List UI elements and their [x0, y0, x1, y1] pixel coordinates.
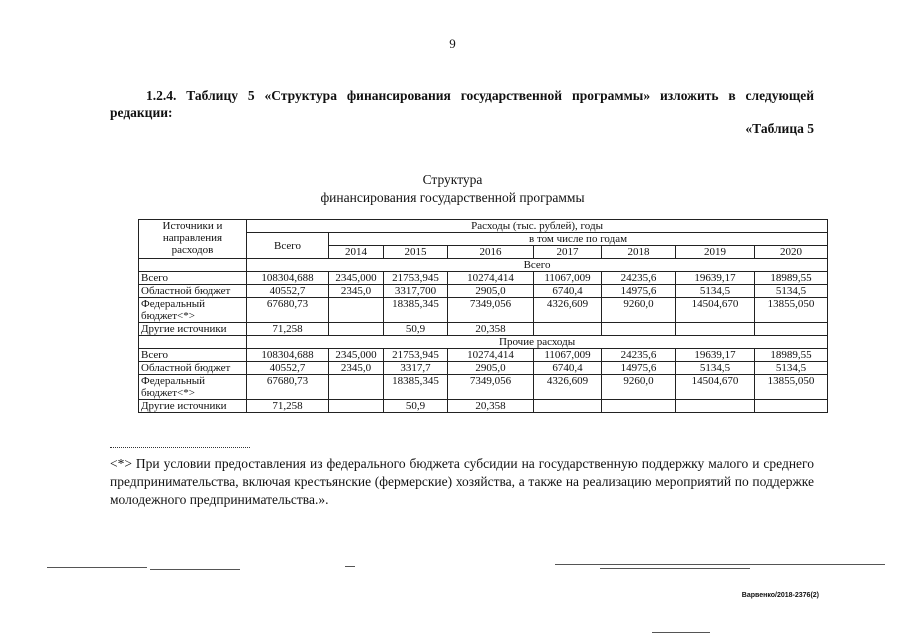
- section-header-row: [139, 336, 828, 349]
- header-sources: Источники и направления расходов: [139, 220, 247, 259]
- value-cell: 5134,5: [676, 362, 755, 375]
- section-title: Всего: [247, 259, 828, 272]
- value-cell: 18385,345: [384, 375, 448, 400]
- value-cell: 18989,55: [755, 272, 828, 285]
- value-cell: [676, 400, 755, 413]
- value-cell: 21753,945: [384, 272, 448, 285]
- scan-line: [652, 632, 710, 633]
- value-cell: [329, 298, 384, 323]
- header-total: Всего: [247, 233, 329, 259]
- value-cell: 67680,73: [247, 375, 329, 400]
- value-cell: 18385,345: [384, 298, 448, 323]
- section-blank-cell: [139, 259, 247, 272]
- value-cell: [534, 323, 602, 336]
- scan-line: [345, 566, 355, 567]
- document-code: Варвенко/2018-2376(2): [741, 592, 819, 599]
- intro-text: 1.2.4. Таблицу 5 «Структура финансирования государственной программы» изложить в следующей редакции:: [110, 88, 814, 120]
- value-cell: [755, 323, 828, 336]
- row-label: Всего: [139, 272, 247, 285]
- footnote: <*> При условии предоставления из федерального бюджета субсидии на государственную поддержку малого и среднего предпринимательства, включая крестьянские (фермерские) хозяйства, а также на реализацию мероприятий по поддержке молодежного предпринимательства.».: [110, 456, 814, 507]
- value-cell: [534, 400, 602, 413]
- row-label: Федеральный бюджет<*>: [139, 298, 247, 323]
- value-cell: 24235,6: [602, 349, 676, 362]
- value-cell: 67680,73: [247, 298, 329, 323]
- table-row: [139, 400, 828, 413]
- row-label: Всего: [139, 349, 247, 362]
- value-cell: 3317,7: [384, 362, 448, 375]
- financing-table: [138, 219, 828, 413]
- year-header: 2014: [329, 246, 384, 259]
- value-cell: [676, 323, 755, 336]
- value-cell: 4326,609: [534, 375, 602, 400]
- value-cell: 5134,5: [676, 285, 755, 298]
- value-cell: 6740,4: [534, 285, 602, 298]
- table-row: [139, 298, 828, 323]
- scan-line: [150, 569, 240, 570]
- row-label: Другие источники: [139, 400, 247, 413]
- value-cell: 108304,688: [247, 349, 329, 362]
- value-cell: 2345,000: [329, 349, 384, 362]
- value-cell: 10274,414: [448, 349, 534, 362]
- value-cell: 2345,000: [329, 272, 384, 285]
- table-reference: «Таблица 5: [745, 121, 814, 136]
- value-cell: 10274,414: [448, 272, 534, 285]
- value-cell: 50,9: [384, 323, 448, 336]
- value-cell: 20,358: [448, 323, 534, 336]
- row-label: Областной бюджет: [139, 285, 247, 298]
- footnote-separator: [110, 447, 250, 448]
- value-cell: [602, 323, 676, 336]
- value-cell: 71,258: [247, 323, 329, 336]
- value-cell: 13855,050: [755, 298, 828, 323]
- value-cell: 14975,6: [602, 285, 676, 298]
- value-cell: [755, 400, 828, 413]
- value-cell: 5134,5: [755, 362, 828, 375]
- table-row: [139, 285, 828, 298]
- value-cell: 2905,0: [448, 362, 534, 375]
- table-title-line-2: финансирования государственной программы: [320, 190, 585, 205]
- value-cell: 14504,670: [676, 375, 755, 400]
- header-expenses: Расходы (тыс. рублей), годы: [247, 220, 828, 233]
- value-cell: 50,9: [384, 400, 448, 413]
- table-title: [0, 171, 905, 207]
- value-cell: [329, 375, 384, 400]
- year-header: 2015: [384, 246, 448, 259]
- value-cell: 11067,009: [534, 272, 602, 285]
- scan-line: [47, 567, 147, 568]
- value-cell: 4326,609: [534, 298, 602, 323]
- value-cell: 3317,700: [384, 285, 448, 298]
- value-cell: 21753,945: [384, 349, 448, 362]
- value-cell: 11067,009: [534, 349, 602, 362]
- year-header: 2020: [755, 246, 828, 259]
- value-cell: 19639,17: [676, 272, 755, 285]
- page-number: 9: [449, 36, 456, 51]
- table-row: [139, 362, 828, 375]
- intro-paragraph: [110, 87, 814, 121]
- value-cell: 2345,0: [329, 362, 384, 375]
- value-cell: 2345,0: [329, 285, 384, 298]
- value-cell: [602, 400, 676, 413]
- scan-line: [600, 568, 750, 569]
- value-cell: 20,358: [448, 400, 534, 413]
- value-cell: 5134,5: [755, 285, 828, 298]
- value-cell: 18989,55: [755, 349, 828, 362]
- table-title-line-1: Структура: [422, 172, 483, 187]
- value-cell: 71,258: [247, 400, 329, 413]
- row-label: Областной бюджет: [139, 362, 247, 375]
- value-cell: 108304,688: [247, 272, 329, 285]
- header-by-years: в том числе по годам: [329, 233, 828, 246]
- value-cell: [329, 323, 384, 336]
- table-row: [139, 349, 828, 362]
- section-blank-cell: [139, 336, 247, 349]
- table-row: [139, 375, 828, 400]
- value-cell: 9260,0: [602, 375, 676, 400]
- year-header: 2018: [602, 246, 676, 259]
- year-header: 2019: [676, 246, 755, 259]
- value-cell: 9260,0: [602, 298, 676, 323]
- section-header-row: [139, 259, 828, 272]
- year-header: 2017: [534, 246, 602, 259]
- value-cell: 6740,4: [534, 362, 602, 375]
- value-cell: 13855,050: [755, 375, 828, 400]
- value-cell: 7349,056: [448, 298, 534, 323]
- year-header: 2016: [448, 246, 534, 259]
- table-row: [139, 323, 828, 336]
- scan-line: [555, 564, 885, 565]
- row-label: Другие источники: [139, 323, 247, 336]
- value-cell: 14504,670: [676, 298, 755, 323]
- table-row: [139, 272, 828, 285]
- row-label: Федеральный бюджет<*>: [139, 375, 247, 400]
- section-title: Прочие расходы: [247, 336, 828, 349]
- value-cell: 7349,056: [448, 375, 534, 400]
- value-cell: 40552,7: [247, 285, 329, 298]
- value-cell: 14975,6: [602, 362, 676, 375]
- value-cell: 2905,0: [448, 285, 534, 298]
- value-cell: 19639,17: [676, 349, 755, 362]
- value-cell: [329, 400, 384, 413]
- value-cell: 24235,6: [602, 272, 676, 285]
- value-cell: 40552,7: [247, 362, 329, 375]
